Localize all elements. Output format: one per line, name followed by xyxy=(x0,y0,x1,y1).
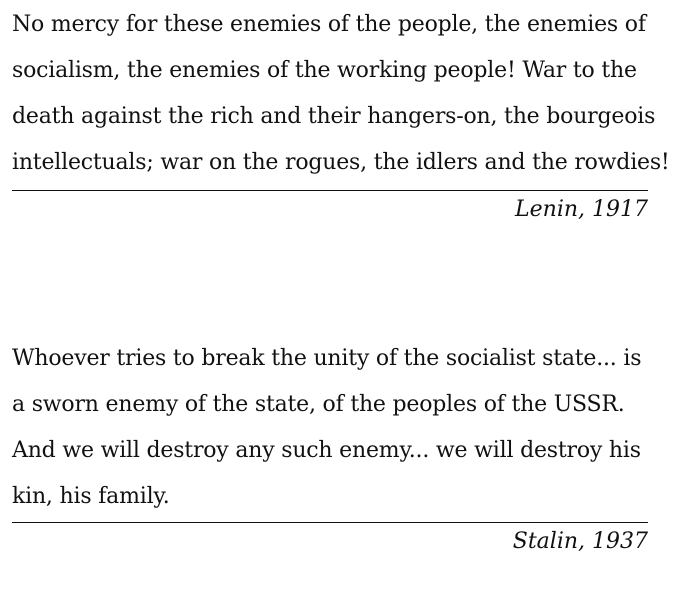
divider-rule xyxy=(12,522,648,523)
quote-line: socialism, the enemies of the working people! War to the xyxy=(12,58,637,83)
quote-line: death against the rich and their hangers-on, the bourgeois xyxy=(12,104,656,129)
quote-block-stalin xyxy=(12,336,648,557)
quote-attribution: Stalin, 1937 xyxy=(512,529,648,554)
quote-attribution: Lenin, 1917 xyxy=(515,197,648,222)
quote-line: And we will destroy any such enemy... we will destroy his xyxy=(12,438,641,463)
quote-line: intellectuals; war on the rogues, the idlers and the rowdies! xyxy=(12,150,670,175)
quote-text xyxy=(12,336,648,520)
divider-rule xyxy=(12,190,648,191)
quote-block-lenin xyxy=(12,2,670,225)
quote-line: a sworn enemy of the state, of the peoples of the USSR. xyxy=(12,392,625,417)
quote-text xyxy=(12,2,670,186)
quote-line: kin, his family. xyxy=(12,484,170,509)
quote-line: No mercy for these enemies of the people, the enemies of xyxy=(12,12,646,37)
quote-line: Whoever tries to break the unity of the socialist state... is xyxy=(12,346,642,371)
